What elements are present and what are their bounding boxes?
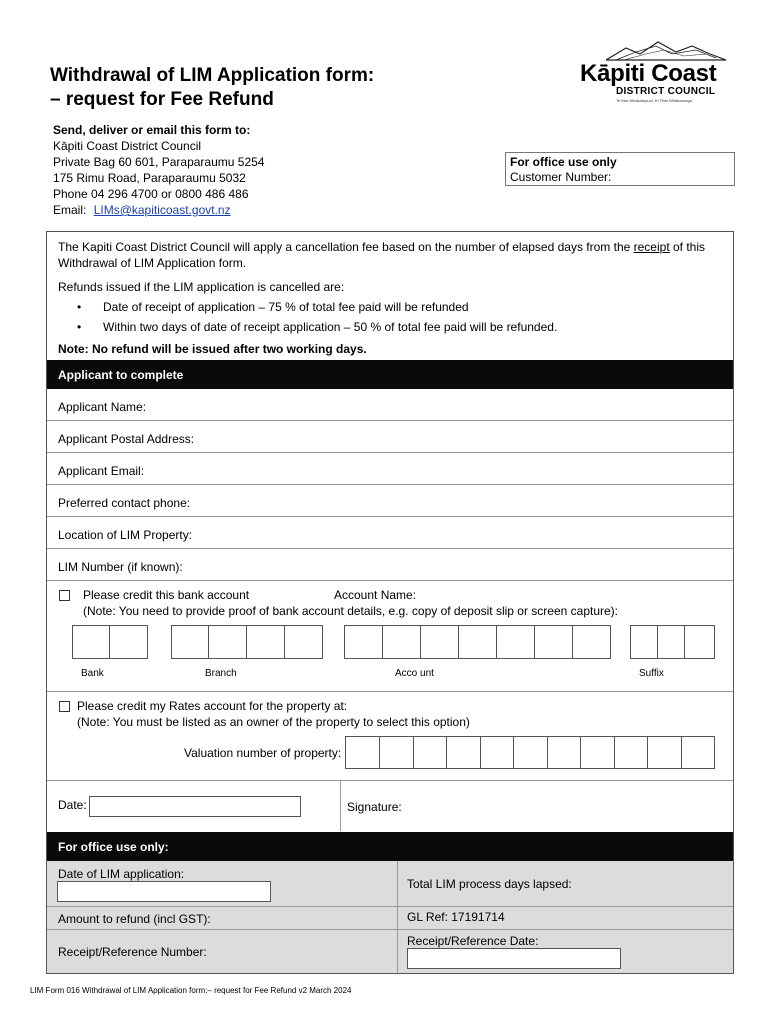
bank-digit-box[interactable] bbox=[109, 625, 148, 659]
bullet-1 bbox=[77, 300, 469, 314]
date-label: Date: bbox=[58, 798, 87, 812]
account-digit-box[interactable] bbox=[344, 625, 383, 659]
bullet-2 bbox=[77, 320, 557, 334]
logo-name: Kāpiti Coast bbox=[580, 60, 717, 87]
branch-digit-box[interactable] bbox=[284, 625, 323, 659]
gl-ref-label: GL Ref: 17191714 bbox=[407, 910, 505, 924]
logo-tagline: Te Mar Whakatupuni, Ki Tihei Whakarunga bbox=[616, 98, 692, 103]
bullet-icon: • bbox=[77, 300, 82, 314]
customer-number-label: Customer Number: bbox=[510, 170, 612, 184]
office-use-box bbox=[505, 152, 735, 186]
office-use-title: For office use only bbox=[510, 155, 617, 169]
office-use-section-header bbox=[47, 832, 733, 861]
bank-proof-note: (Note: You need to provide proof of bank account details, e.g. copy of deposit slip or screen capture): bbox=[83, 604, 618, 618]
lim-number-label[interactable]: LIM Number (if known): bbox=[58, 560, 183, 574]
lim-property-location-label[interactable]: Location of LIM Property: bbox=[58, 528, 193, 542]
receipt-date-input[interactable] bbox=[407, 948, 621, 969]
account-digit-box[interactable] bbox=[572, 625, 611, 659]
valuation-digit-box[interactable] bbox=[580, 736, 615, 769]
applicant-section-header bbox=[47, 360, 733, 389]
account-digit-box[interactable] bbox=[496, 625, 535, 659]
address-line4: Phone 04 296 4700 or 0800 486 486 bbox=[53, 187, 249, 201]
account-name-label[interactable]: Account Name: bbox=[334, 588, 417, 602]
valuation-digit-box[interactable] bbox=[379, 736, 414, 769]
applicant-email-label[interactable]: Applicant Email: bbox=[58, 464, 145, 478]
branch-label: Branch bbox=[205, 668, 237, 679]
intro-text-2: of this Withdrawal of LIM Application form. bbox=[58, 240, 706, 270]
valuation-digit-box[interactable] bbox=[446, 736, 481, 769]
contact-phone-label[interactable]: Preferred contact phone: bbox=[58, 496, 191, 510]
suffix-label: Suffix bbox=[639, 668, 664, 679]
refunds-paragraph: Refunds issued if the LIM application is cancelled are: bbox=[58, 280, 345, 294]
account-digit-box[interactable] bbox=[534, 625, 573, 659]
no-refund-note: Note: No refund will be issued after two working days. bbox=[58, 342, 367, 356]
branch-digit-box[interactable] bbox=[246, 625, 285, 659]
total-days-lapsed-label: Total LIM process days lapsed: bbox=[407, 877, 572, 891]
address-email-row bbox=[53, 202, 264, 218]
signature-label[interactable]: Signature: bbox=[347, 800, 402, 814]
valuation-number-label: Valuation number of property: bbox=[184, 746, 342, 760]
logo-subtitle: DISTRICT COUNCIL bbox=[616, 86, 716, 97]
intro-text-1: The Kapiti Coast District Council will apply a cancellation fee based on the number of elapsed days from the bbox=[58, 240, 634, 254]
account-digit-box[interactable] bbox=[458, 625, 497, 659]
bullet-1-text: Date of receipt of application – 75 % of total fee paid will be refunded bbox=[103, 300, 469, 314]
receipt-link: receipt bbox=[633, 240, 670, 254]
account-digit-box[interactable] bbox=[420, 625, 459, 659]
bullet-2-text: Within two days of date of receipt application – 50 % of total fee paid will be refunded. bbox=[103, 320, 558, 334]
applicant-header-label: Applicant to complete bbox=[58, 368, 184, 382]
rates-account-option: Please credit my Rates account for the property at: bbox=[77, 699, 348, 713]
form-title bbox=[50, 64, 374, 112]
bullet-icon: • bbox=[77, 320, 82, 334]
valuation-digit-box[interactable] bbox=[345, 736, 380, 769]
rates-account-checkbox[interactable] bbox=[59, 701, 70, 712]
valuation-digit-box[interactable] bbox=[513, 736, 548, 769]
bank-account-option: Please credit this bank account bbox=[83, 588, 250, 602]
form-title-line1: Withdrawal of LIM Application form: bbox=[50, 65, 375, 86]
rates-owner-note: (Note: You must be listed as an owner of the property to select this option) bbox=[77, 715, 470, 729]
suffix-digit-box[interactable] bbox=[630, 625, 658, 659]
mountain-logo-icon bbox=[606, 40, 726, 62]
applicant-name-label[interactable]: Applicant Name: bbox=[58, 400, 147, 414]
suffix-digit-box[interactable] bbox=[657, 625, 685, 659]
bank-digit-box[interactable] bbox=[72, 625, 110, 659]
branch-digit-box[interactable] bbox=[171, 625, 209, 659]
bank-account-checkbox[interactable] bbox=[59, 590, 70, 601]
branch-digit-box[interactable] bbox=[208, 625, 247, 659]
footer-text: LIM Form 016 Withdrawal of LIM Application form:– request for Fee Refund v2 March 2024 bbox=[30, 986, 352, 995]
lim-application-date-label: Date of LIM application: bbox=[58, 867, 185, 881]
council-logo bbox=[580, 40, 728, 104]
bank-label: Bank bbox=[81, 668, 104, 679]
form-title-line2: – request for Fee Refund bbox=[50, 89, 274, 110]
date-input[interactable] bbox=[89, 796, 301, 817]
valuation-digit-box[interactable] bbox=[647, 736, 682, 769]
applicant-postal-label[interactable]: Applicant Postal Address: bbox=[58, 432, 195, 446]
amount-refund-label: Amount to refund (incl GST): bbox=[58, 912, 211, 926]
account-label: Acco unt bbox=[395, 668, 434, 679]
lim-application-date-input[interactable] bbox=[57, 881, 271, 902]
valuation-digit-box[interactable] bbox=[681, 736, 715, 769]
account-digit-box[interactable] bbox=[382, 625, 421, 659]
address-line2: Private Bag 60 601, Paraparaumu 5254 bbox=[53, 155, 265, 169]
receipt-date-label: Receipt/Reference Date: bbox=[407, 934, 539, 948]
main-form bbox=[46, 231, 734, 974]
valuation-digit-box[interactable] bbox=[547, 736, 581, 769]
intro-paragraph bbox=[58, 239, 718, 271]
email-link[interactable]: LIMs@kapiticoast.govt.nz bbox=[93, 203, 231, 217]
valuation-digit-box[interactable] bbox=[480, 736, 514, 769]
receipt-number-label: Receipt/Reference Number: bbox=[58, 945, 207, 959]
address-heading: Send, deliver or email this form to: bbox=[53, 123, 251, 137]
valuation-digit-box[interactable] bbox=[614, 736, 648, 769]
suffix-digit-box[interactable] bbox=[684, 625, 715, 659]
valuation-digit-box[interactable] bbox=[413, 736, 447, 769]
address-line3: 175 Rimu Road, Paraparaumu 5032 bbox=[53, 171, 246, 185]
address-line1: Kāpiti Coast District Council bbox=[53, 139, 202, 153]
address-block bbox=[53, 122, 264, 218]
office-use-header-label: For office use only: bbox=[58, 840, 169, 854]
email-label: Email: bbox=[53, 203, 87, 217]
